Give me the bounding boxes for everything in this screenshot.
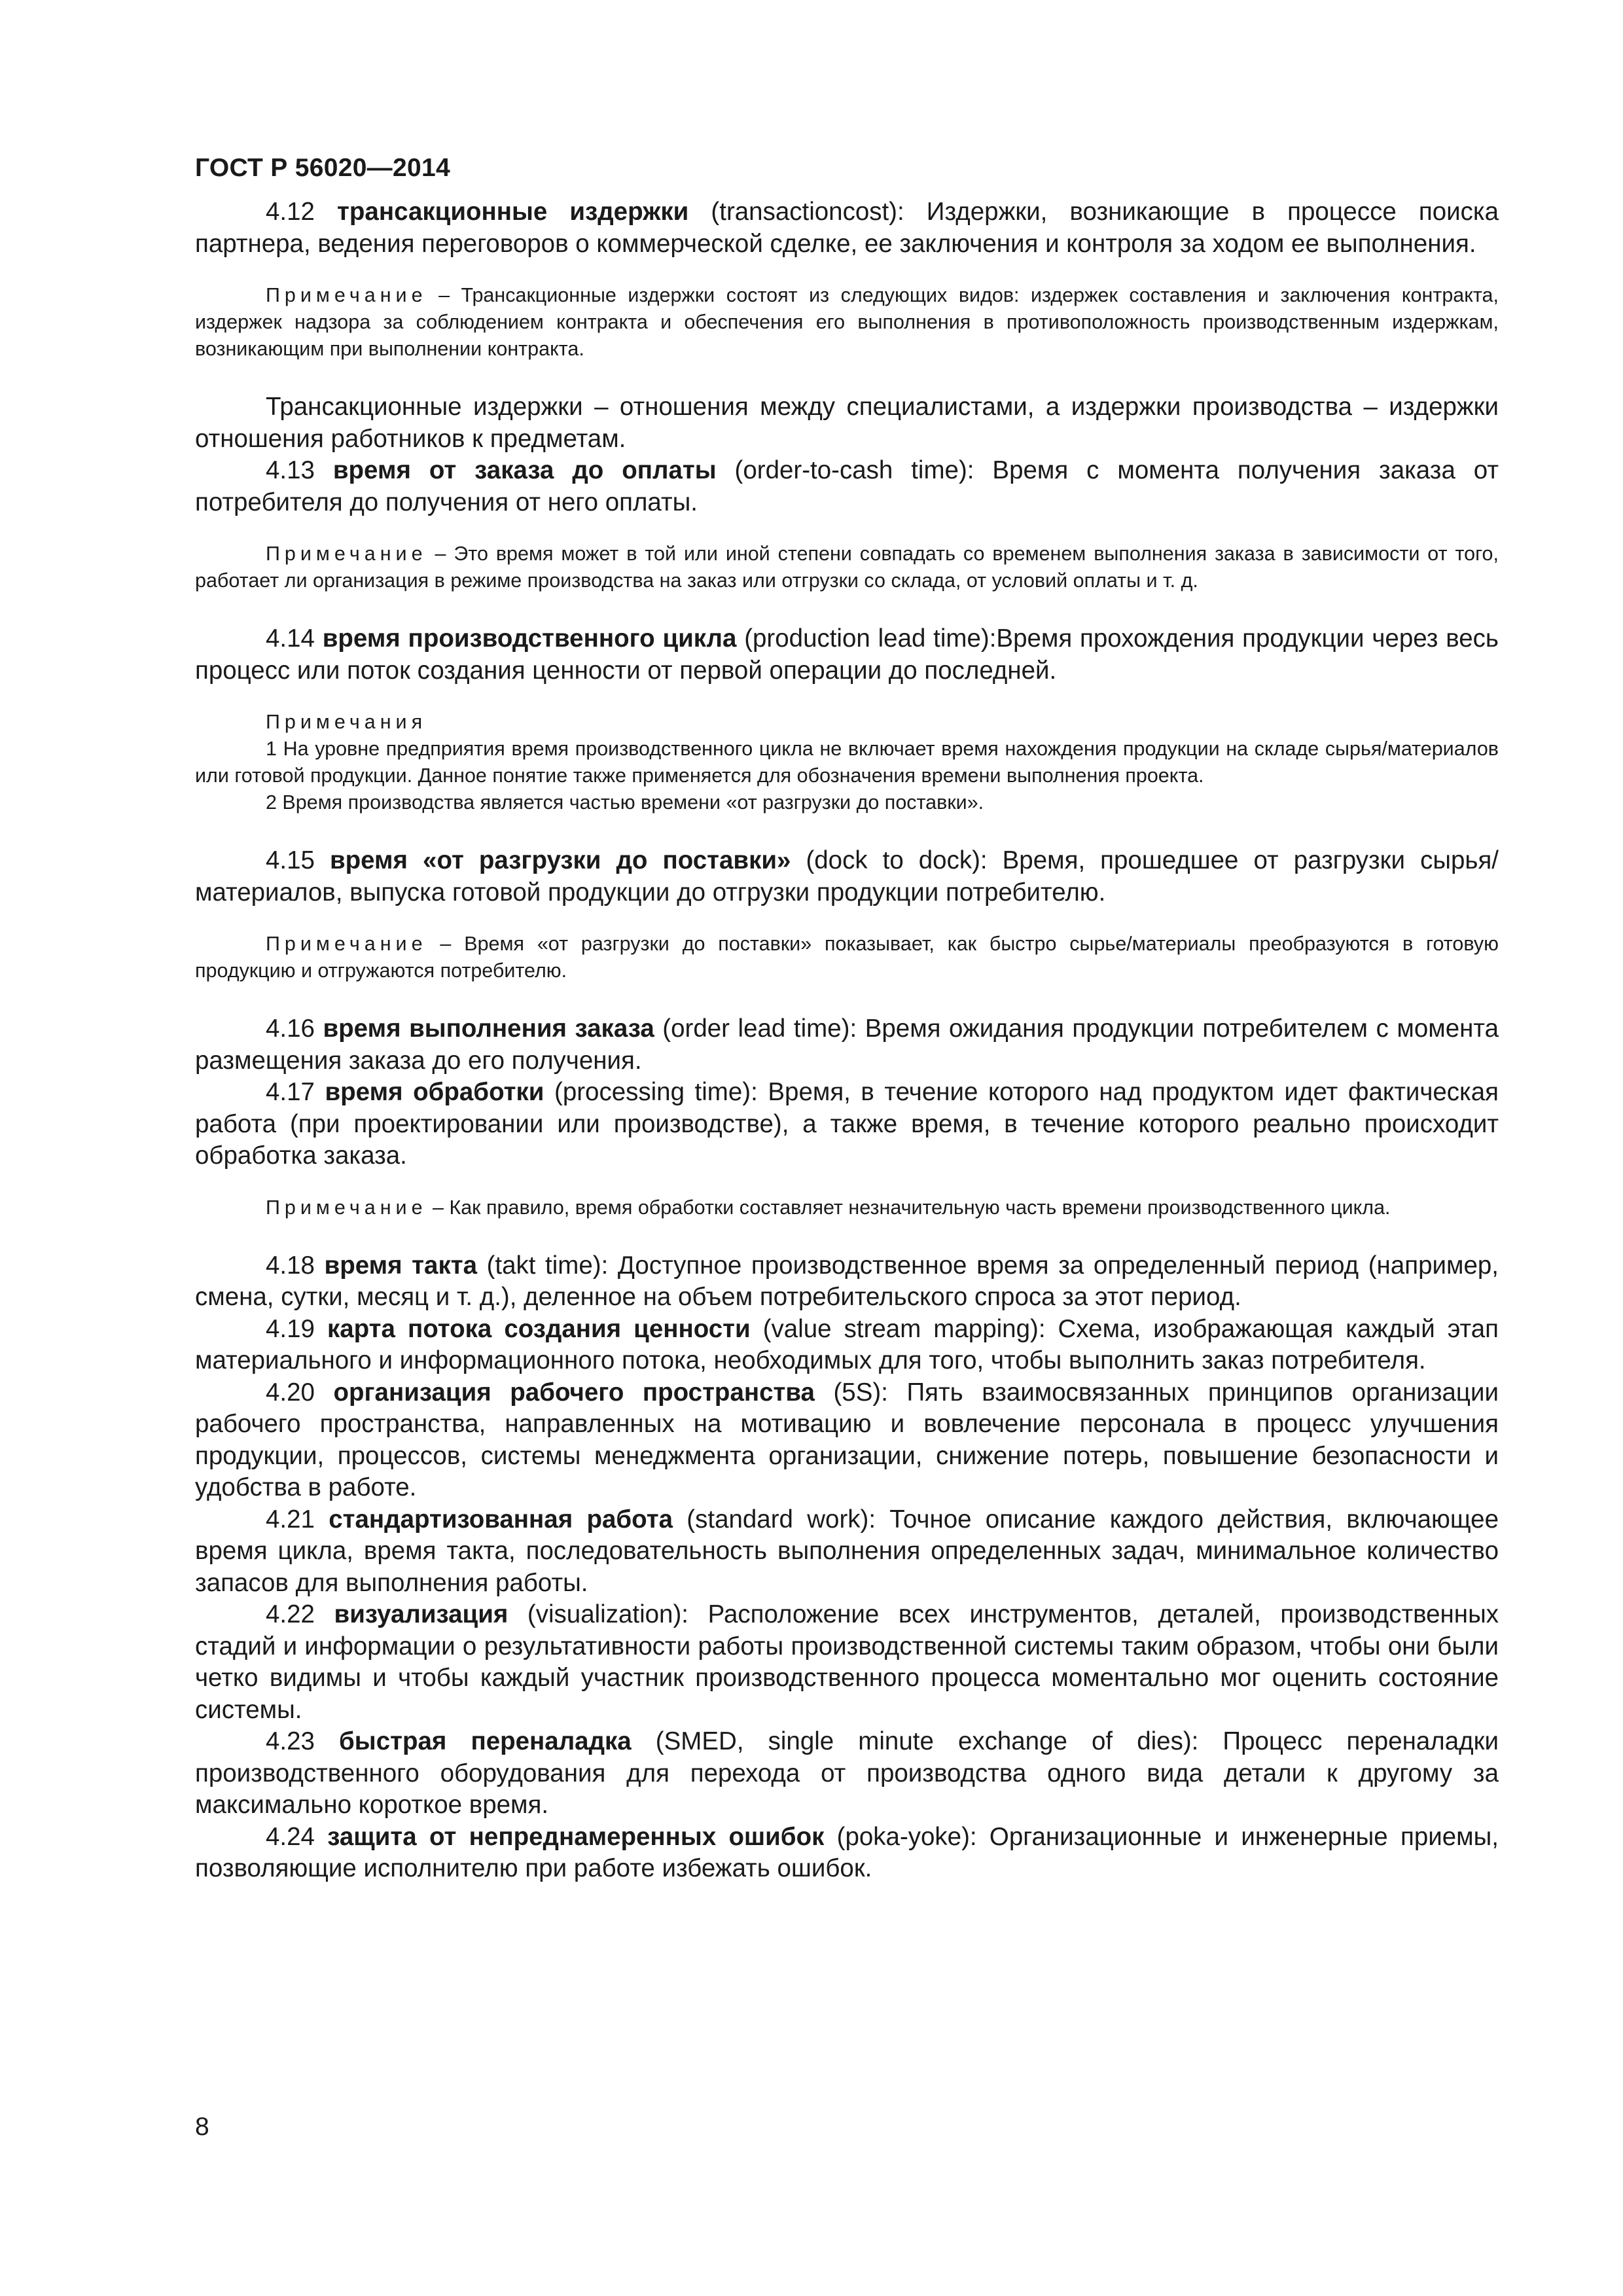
note-4-13 [195, 541, 1499, 594]
entry-definition: (poka-yoke): Организационные и инженерные приемы, позволяющие исполнителю при работе избежать ошибок. [195, 1822, 1499, 1882]
entry-term: организация рабочего пространства [333, 1378, 815, 1407]
entry-definition: (value stream mapping): Схема, изображающая каждый этап материального и информационного потока, необходимых для того, чтобы выполнить заказ потребителя. [195, 1314, 1499, 1374]
entry-number: 4.21 [266, 1505, 315, 1534]
note-4-14-item-1: 1 На уровне предприятия время производственного цикла не включает время нахождения продукции на складе сырья/материалов или готовой продукции. Данное понятие также применяется для обозначения времени выполнения проекта. [195, 738, 1499, 787]
entry-number: 4.18 [266, 1251, 315, 1280]
term-entry-4-23 [195, 1726, 1499, 1821]
term-entry-4-15 [195, 845, 1499, 908]
note-text: – Трансакционные издержки состоят из следующих видов: издержек составления и заключения контракта, издержек надзора за соблюдением контракта и обеспечения его выполнения в противоположность производственным издержкам, возникающим при выполнении контракта. [195, 284, 1499, 360]
note-label: Примечание [266, 933, 427, 955]
entry-number: 4.24 [266, 1822, 315, 1851]
entry-term: время от заказа до оплаты [332, 456, 717, 484]
term-entry-4-24 [195, 1821, 1499, 1885]
entry-number: 4.12 [266, 198, 315, 226]
term-entry-4-20 [195, 1377, 1499, 1504]
document-body [195, 196, 1499, 1885]
note-label: Примечание [266, 543, 427, 565]
term-entry-4-21 [195, 1504, 1499, 1600]
term-entry-4-18 [195, 1250, 1499, 1314]
note-label: Примечание [266, 1196, 427, 1219]
entry-term: стандартизованная работа [329, 1505, 673, 1534]
note-label: Примечания [266, 711, 427, 733]
note-text: – Как правило, время обработки составляет незначительную часть времени производственного цикла. [427, 1196, 1391, 1219]
entry-number: 4.17 [266, 1078, 315, 1106]
term-entry-4-19 [195, 1314, 1499, 1377]
entry-definition: (5S): Пять взаимосвязанных принципов организации рабочего пространства, направленных на мотивацию и вовлечение персонала в процесс улучшения продукции, процессов, системы менеджмента организации, снижение потерь, повышение безопасности и удобства в работе. [195, 1378, 1499, 1501]
entry-definition: (order-to-cash time): Время с момента получения заказа от потребителя до получения от него оплаты. [195, 456, 1499, 516]
entry-definition: (dock to dock): Время, прошедшее от разгрузки сырья/материалов, выпуска готовой продукции до отгрузки продукции потребителю. [195, 846, 1499, 906]
entry-term: время «от разгрузки до поставки» [329, 846, 791, 874]
entry-number: 4.15 [266, 846, 315, 874]
entry-definition: (visualization): Расположение всех инструментов, деталей, производственных стадий и информации о результативности работы производственной системы таким образом, чтобы они были четко видимы и чтобы каждый участник производственного процесса моментально мог оценить состояние системы. [195, 1600, 1499, 1724]
entry-definition: (SMED, single minute exchange of dies): Процесс переналадки производственного оборудования для перехода от производства одного вида детали к другому за максимально короткое время. [195, 1727, 1499, 1819]
entry-definition: (production lead time):Время прохождения продукции через весь процесс или поток создания ценности от первой операции до последней. [195, 624, 1499, 685]
entry-number: 4.19 [266, 1314, 315, 1343]
term-entry-4-12 [195, 196, 1499, 260]
note-4-17 [195, 1194, 1499, 1221]
term-entry-4-14 [195, 623, 1499, 687]
entry-number: 4.20 [266, 1378, 315, 1407]
entry-term: время обработки [325, 1078, 544, 1106]
page-number: 8 [195, 2113, 209, 2141]
paragraph-transaction-costs: Трансакционные издержки – отношения между специалистами, а издержки производства – издержки отношения работников к предметам. [195, 393, 1499, 453]
entry-term: время выполнения заказа [323, 1014, 654, 1043]
notes-4-14-heading [195, 709, 1499, 736]
entry-term: защита от непреднамеренных ошибок [327, 1822, 825, 1851]
term-entry-4-13 [195, 455, 1499, 518]
entry-term: быстрая переналадка [339, 1727, 632, 1755]
term-entry-4-16 [195, 1013, 1499, 1077]
note-text: – Это время может в той или иной степени совпадать со временем выполнения заказа в зависимости от того, работает ли организация в режиме производства на заказ или отгрузки со склада, от условий оплаты и т. д. [195, 543, 1499, 592]
entry-definition: (standard work): Точное описание каждого действия, включающее время цикла, время такта, последовательность выполнения определенных задач, минимальное количество запасов для выполнения работы. [195, 1505, 1499, 1597]
entry-number: 4.22 [266, 1600, 315, 1628]
entry-definition: (order lead time): Время ожидания продукции потребителем с момента размещения заказа до его получения. [195, 1014, 1499, 1075]
entry-term: визуализация [334, 1600, 508, 1628]
note-4-12 [195, 282, 1499, 363]
entry-definition: (processing time): Время, в течение которого над продуктом идет фактическая работа (при проектировании или производстве), а также время, в течение которого реально происходит обработка заказа. [195, 1078, 1499, 1170]
entry-number: 4.16 [266, 1014, 315, 1043]
entry-term: карта потока создания ценности [327, 1314, 751, 1343]
note-text: – Время «от разгрузки до поставки» показывает, как быстро сырье/материалы преобразуются в готовую продукцию и отгружаются потребителю. [195, 933, 1499, 982]
note-4-15 [195, 931, 1499, 984]
note-4-14-item-2: 2 Время производства является частью времени «от разгрузки до поставки». [266, 791, 984, 814]
entry-term: трансакционные издержки [337, 198, 689, 226]
entry-definition: (takt time): Доступное производственное время за определенный период (например, смена, сутки, месяц и т. д.), деленное на объем потребительского спроса за этот период. [195, 1251, 1499, 1311]
entry-term: время такта [324, 1251, 477, 1280]
entry-number: 4.13 [266, 456, 315, 484]
document-code-header: ГОСТ Р 56020—2014 [195, 154, 450, 182]
entry-definition: (transactioncost): Издержки, возникающие в процессе поиска партнера, ведения переговоров о коммерческой сделке, ее заключения и контроля за ходом ее выполнения. [195, 198, 1499, 258]
entry-number: 4.14 [266, 624, 315, 653]
term-entry-4-17 [195, 1077, 1499, 1172]
note-label: Примечание [266, 284, 427, 306]
entry-term: время производственного цикла [322, 624, 737, 653]
term-entry-4-22 [195, 1599, 1499, 1726]
entry-number: 4.23 [266, 1727, 315, 1755]
